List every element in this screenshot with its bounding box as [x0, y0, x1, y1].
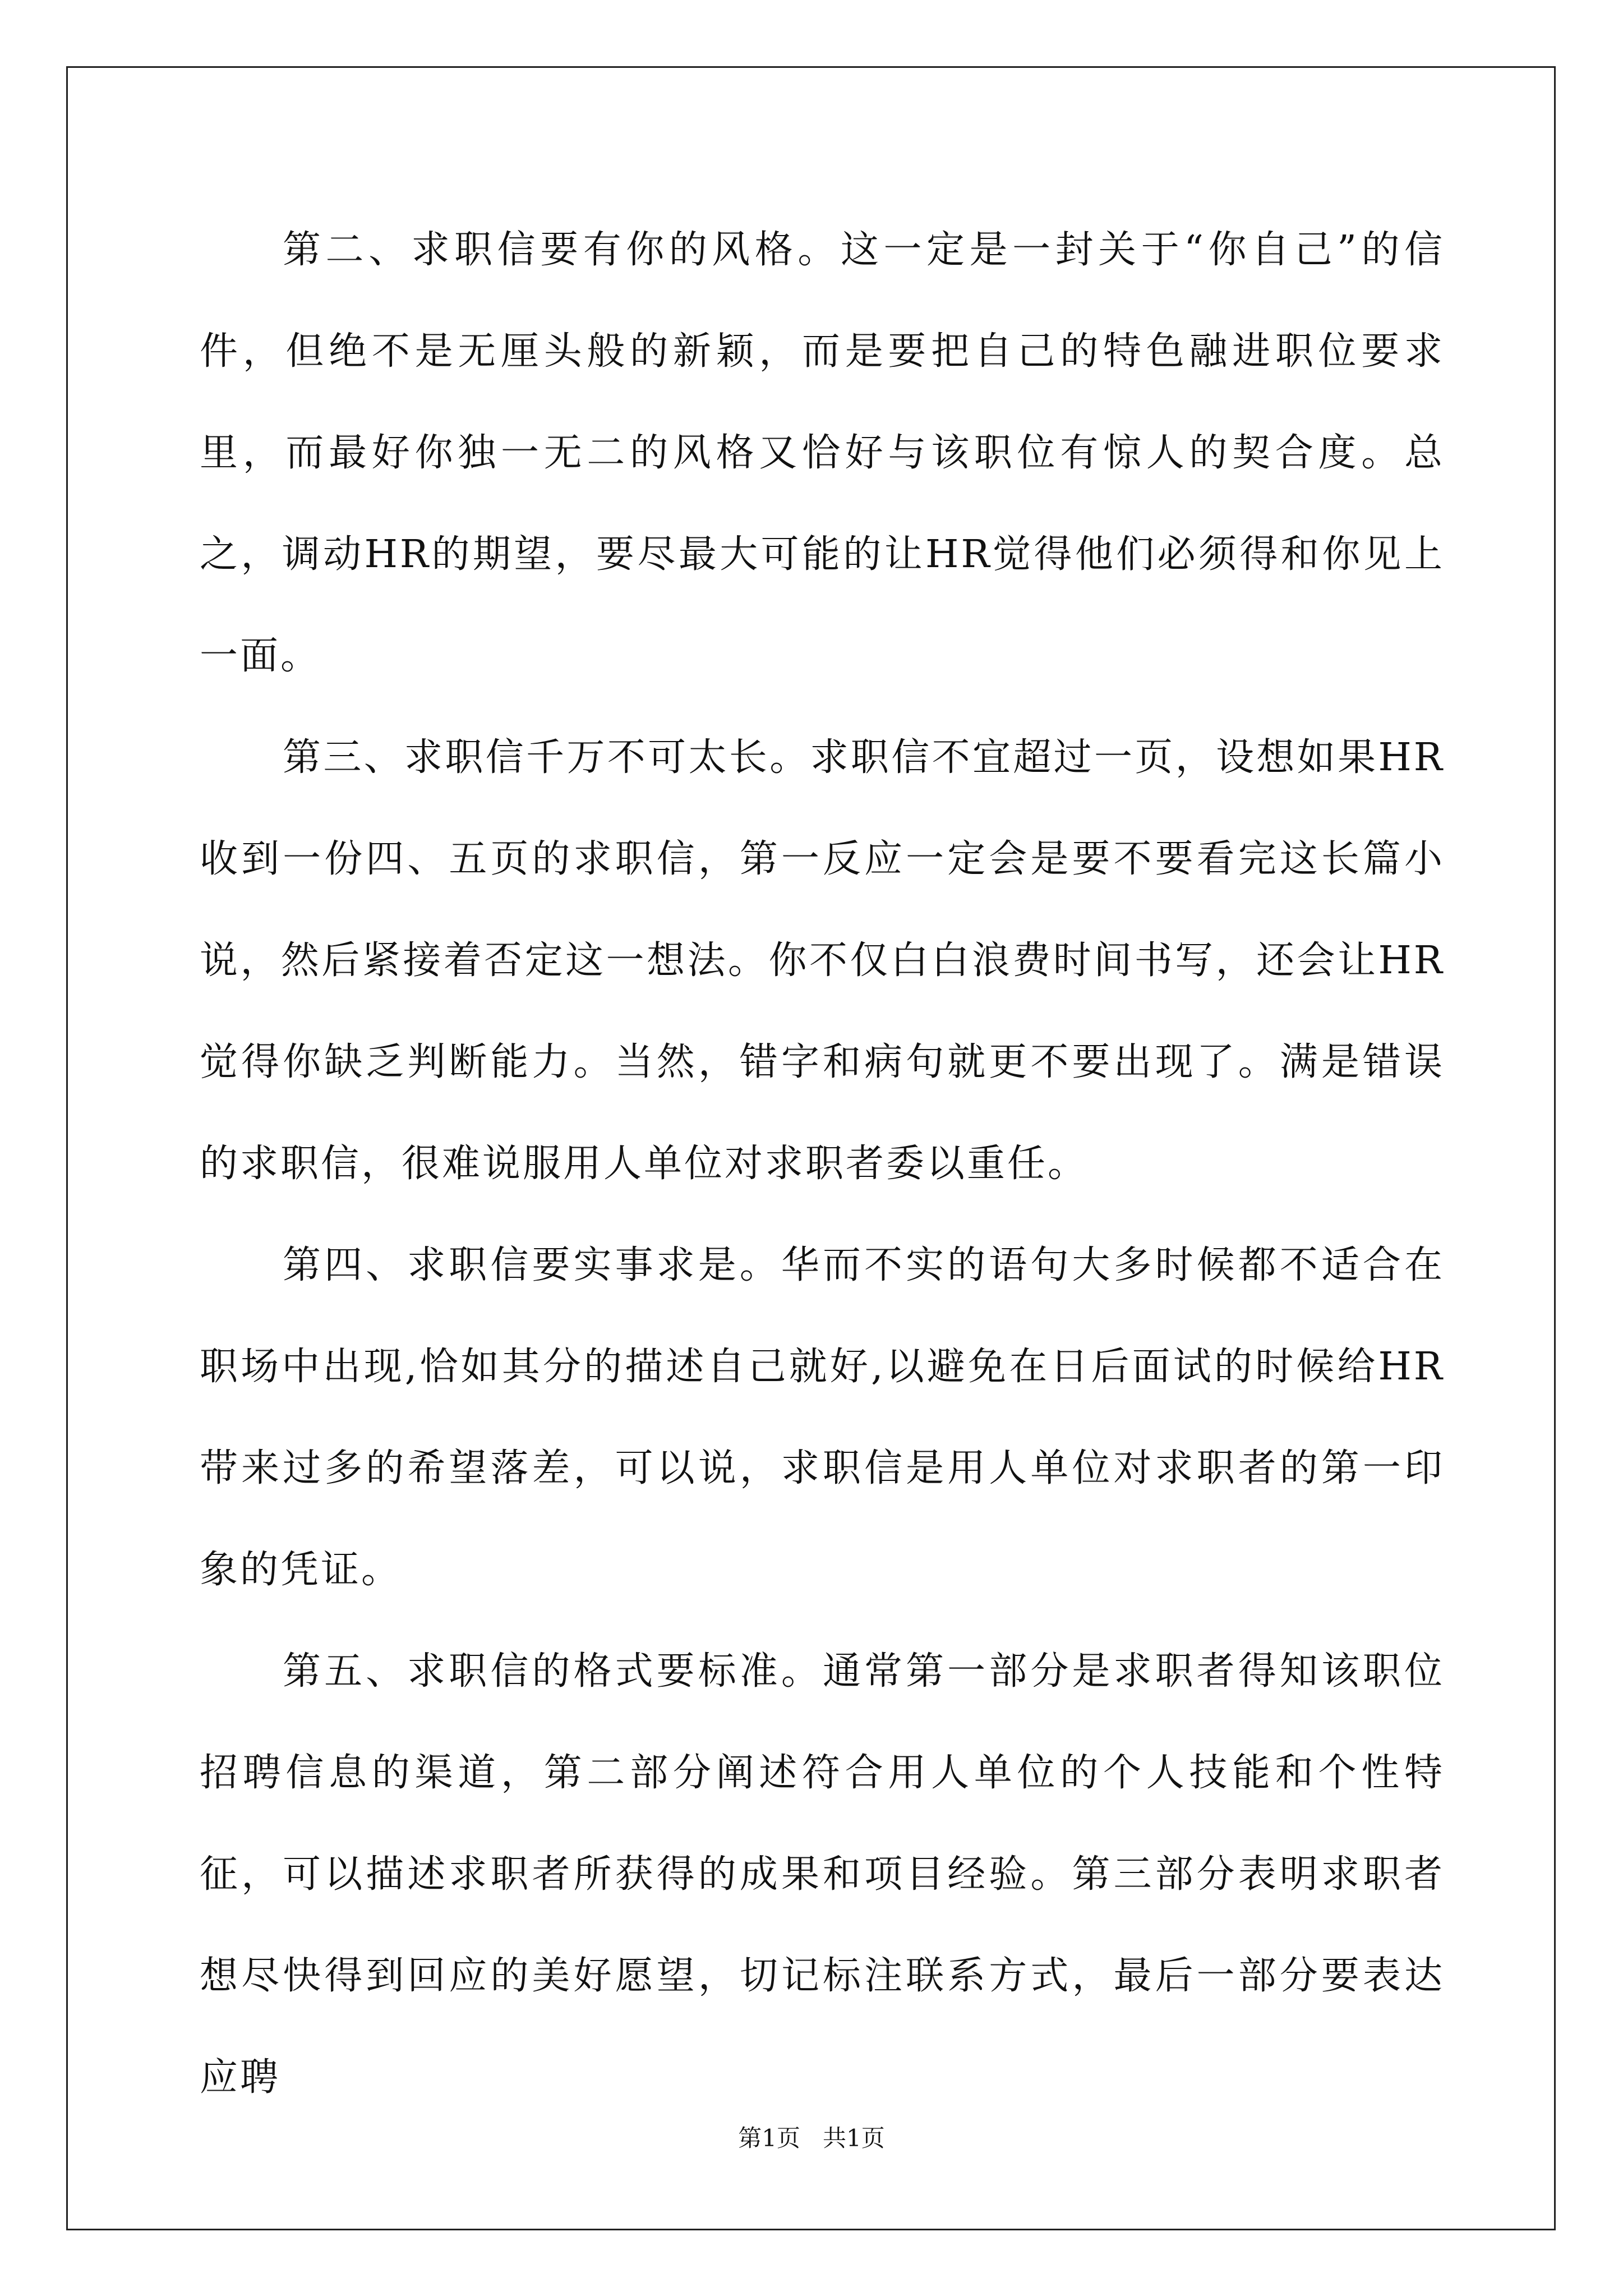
paragraph-5: 第五、求职信的格式要标准。通常第一部分是求职者得知该职位招聘信息的渠道，第二部分阐述符合用人单位的个人技能和个性特征，可以描述求职者所获得的成果和项目经验。第三部分表明求职者想尽快得到回应的美好愿望，切记标注联系方式，最后一部分要表达应聘: [200, 1649, 1445, 2100]
page-number: 第1页: [738, 2124, 800, 2152]
document-body: [200, 199, 1445, 2128]
page-footer: [0, 2122, 1623, 2155]
paragraph-3: 第三、求职信千万不可太长。求职信不宜超过一页，设想如果HR收到一份四、五页的求职信，第一反应一定会是要不要看完这长篇小说，然后紧接着否定这一想法。你不仅白白浪费时间书写，还会让HR觉得你缺乏判断能力。当然，错字和病句就更不要出现了。满是错误的求职信，很难说服用人单位对求职者委以重任。: [200, 735, 1445, 1186]
page-total: 共1页: [823, 2124, 885, 2152]
paragraph-4: 第四、求职信要实事求是。华而不实的语句大多时候都不适合在职场中出现,恰如其分的描述自己就好,以避免在日后面试的时候给HR带来过多的希望落差，可以说，求职信是用人单位对求职者的第一印象的凭证。: [200, 1243, 1445, 1592]
paragraph-2: 第二、求职信要有你的风格。这一定是一封关于“你自己”的信件，但绝不是无厘头般的新颖，而是要把自己的特色融进职位要求里，而最好你独一无二的风格又恰好与该职位有惊人的契合度。总之，调动HR的期望，要尽最大可能的让HR觉得他们必须得和你见上一面。: [200, 228, 1445, 678]
